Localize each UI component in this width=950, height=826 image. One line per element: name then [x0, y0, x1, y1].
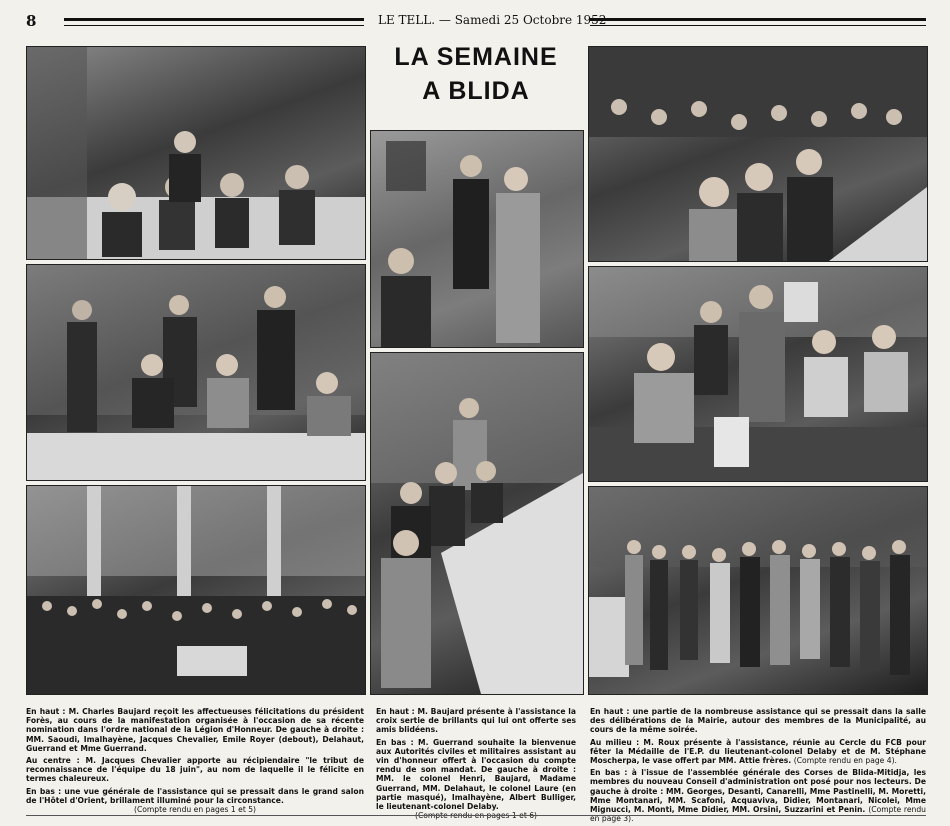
photo-left-top [26, 46, 366, 260]
page-title [368, 40, 584, 108]
caption-center-bottom [376, 738, 576, 821]
photo-right-bottom [588, 486, 928, 695]
caption-right [590, 707, 926, 826]
caption-left [26, 707, 364, 817]
title-line-2: A BLIDA [422, 77, 530, 105]
caption-right-middle-text: Au milieu : M. Roux présente à l'assistance, réunie au Cercle du FCB pour fêter la Médaille de l'E.P. du lieutenant-colonel Delaby et de M. Stéphane Moscherpa, le vase offert par MM. Attie frères. [590, 737, 926, 766]
masthead: LE TELL. — Samedi 25 Octobre 1952 [378, 13, 607, 27]
photo-left-middle [26, 264, 366, 481]
caption-right-top: En haut : une partie de la nombreuse assistance qui se pressait dans la salle des délibérations de la Mairie, autour des membres de la Municipalité, au cours de la même soirée. [590, 707, 926, 735]
caption-left-bottom-text: En bas : une vue générale de l'assistance qui se pressait dans le grand salon de l'Hôtel d'Orient, brillament illuminé pour la circonstance. [26, 786, 364, 805]
caption-right-bottom-text: En bas : à l'issue de l'assemblée générale des Corses de Blida-Mitidja, les membres du nouveau Conseil d'administration ont posé pour nos lecteurs. De gauche à droite : MM. Georges, Desanti, Canarelli, Mme Pastinelli, M. Moretti, Mme Montanari, MM. Scafoni, Acquaviva, Didier, Montanari, Nicolei, Mme Mignucci, M. Monti, Mme Didier, MM. Orsini, Suzzarini et Penin. [590, 768, 926, 815]
caption-center [376, 707, 576, 823]
title-line-1: LA SEMAINE [394, 43, 558, 71]
caption-right-middle [590, 738, 926, 766]
header-rule-left [64, 18, 364, 26]
photo-left-bottom [26, 485, 366, 695]
caption-center-bottom-text: En bas : M. Guerrand souhaite la bienvenue aux Autorités civiles et militaires assistant au vin d'honneur offert à l'occasion du compte rendu de son mandat. De gauche à droite : MM. le colonel Henri, Baujard, Madame Guerrand, MM. Delahaut, le colonel Laure (en partie masqué), Imalhayène, Albert Bulliger, le lieutenant-colonel Delaby. [376, 737, 576, 812]
caption-center-top: En haut : M. Baujard présente à l'assistance la croix sertie de brillants qui lui ont offerte ses amis blidéens. [376, 707, 576, 735]
caption-left-ref: (Compte rendu en pages 1 et 5) [133, 805, 256, 815]
photo-right-middle [588, 266, 928, 482]
caption-left-middle: Au centre : M. Jacques Chevalier apporte au récipiendaire "le tribut de reconnaissance de l'équipe du 18 juin", au nom de laquelle il le félicite en termes chaleureux. [26, 756, 364, 784]
photo-center-bottom [370, 352, 584, 695]
page-number: 8 [26, 12, 37, 30]
photo-center-top [370, 130, 584, 348]
caption-center-ref: (Compte rendu en pages 1 et 6) [414, 811, 537, 821]
caption-left-top: En haut : M. Charles Baujard reçoit les affectueuses félicitations du président Forès, au cours de la manifestation organisée à l'occasion de sa récente nomination dans l'ordre national de la Légion d'Honneur. De gauche à droite : MM. Saoudi, Imalhayène, Jacques Chevalier, Emile Royer (debout), Delahaut, Guerrand et Mme Guerrand. [26, 707, 364, 753]
caption-left-bottom [26, 787, 364, 815]
caption-right-bottom-ref: (Compte rendu en page 3). [590, 805, 926, 824]
caption-right-middle-ref: (Compte rendu en page 4). [793, 756, 897, 766]
footer-rule [26, 815, 926, 816]
header-rule-right [590, 18, 926, 26]
photo-right-top [588, 46, 928, 262]
